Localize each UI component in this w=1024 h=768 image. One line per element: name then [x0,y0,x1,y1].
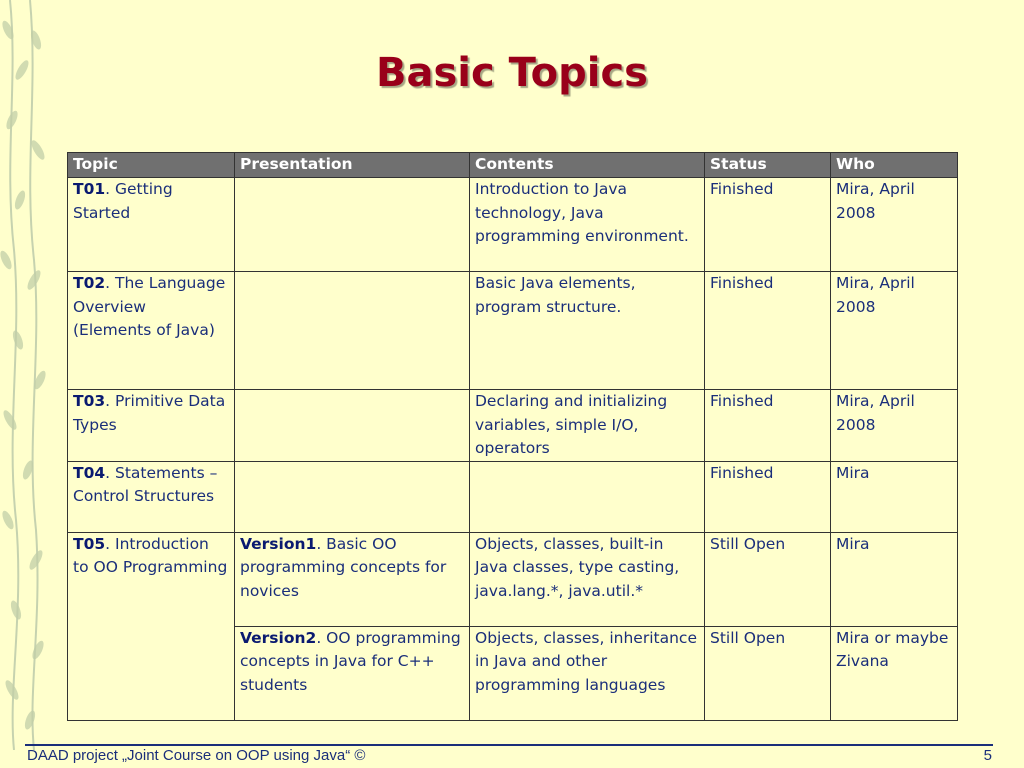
cell-who: Mira [831,532,958,626]
topic-text: . Getting Started [73,180,173,222]
footer-text: DAAD project „Joint Course on OOP using Java“ © [27,747,366,764]
cell-topic [68,272,235,390]
cell-presentation [235,178,470,272]
table-row [68,532,958,626]
cell-who: Mira, April 2008 [831,272,958,390]
topic-text: . Introduction to OO Programming [73,534,228,576]
topic-code: T01 [73,180,106,198]
topic-code: T03 [73,392,106,410]
footer-divider [25,744,993,746]
header-topic: Topic [68,153,235,178]
presentation-text: . OO programming concepts in Java for C++ students [240,628,461,694]
topic-text: . Primitive Data Types [73,392,226,434]
cell-contents: Basic Java elements, program structure. [470,272,705,390]
presentation-code: Version1 [240,534,317,553]
cell-status: Still Open [705,532,831,626]
cell-who: Mira or maybe Zivana [831,626,958,720]
topic-text: . Statements – Control Structures [73,463,218,505]
cell-who: Mira, April 2008 [831,178,958,272]
cell-who: Mira, April 2008 [831,390,958,462]
table-row [68,178,958,272]
cell-contents: Introduction to Java technology, Java programming environment. [470,178,705,272]
slide-title: Basic Topics [376,50,648,96]
cell-status: Still Open [705,626,831,720]
topic-text: . The Language Overview (Elements of Java) [73,274,226,339]
topic-code: T04 [73,463,106,482]
cell-presentation [235,461,470,532]
header-who: Who [831,153,958,178]
cell-presentation [235,272,470,390]
cell-status: Finished [705,390,831,462]
table-row [68,272,958,390]
header-presentation: Presentation [235,153,470,178]
cell-presentation [235,626,470,720]
cell-status: Finished [705,178,831,272]
cell-presentation [235,390,470,462]
cell-contents: Objects, classes, inheritance in Java and other programming languages [470,626,705,720]
cell-contents: Declaring and initializing variables, simple I/O, operators [470,390,705,462]
cell-presentation [235,532,470,626]
presentation-text: . Basic OO programming concepts for novices [240,534,447,600]
presentation-code: Version2 [240,628,317,647]
cell-topic [68,461,235,532]
cell-status: Finished [705,272,831,390]
cell-topic [68,390,235,462]
header-contents: Contents [470,153,705,178]
cell-contents: Objects, classes, built-in Java classes, type casting, java.lang.*, java.util.* [470,532,705,626]
topic-code: T02 [73,274,106,292]
header-status: Status [705,153,831,178]
table-row [68,461,958,532]
page-number: 5 [983,747,992,764]
table-row [68,390,958,462]
decorative-leaves [0,0,48,750]
cell-who: Mira [831,461,958,532]
topics-table [67,152,958,721]
cell-topic [68,532,235,720]
table-header-row [68,153,958,178]
cell-status: Finished [705,461,831,532]
cell-contents [470,461,705,532]
topic-code: T05 [73,534,106,553]
cell-topic [68,178,235,272]
